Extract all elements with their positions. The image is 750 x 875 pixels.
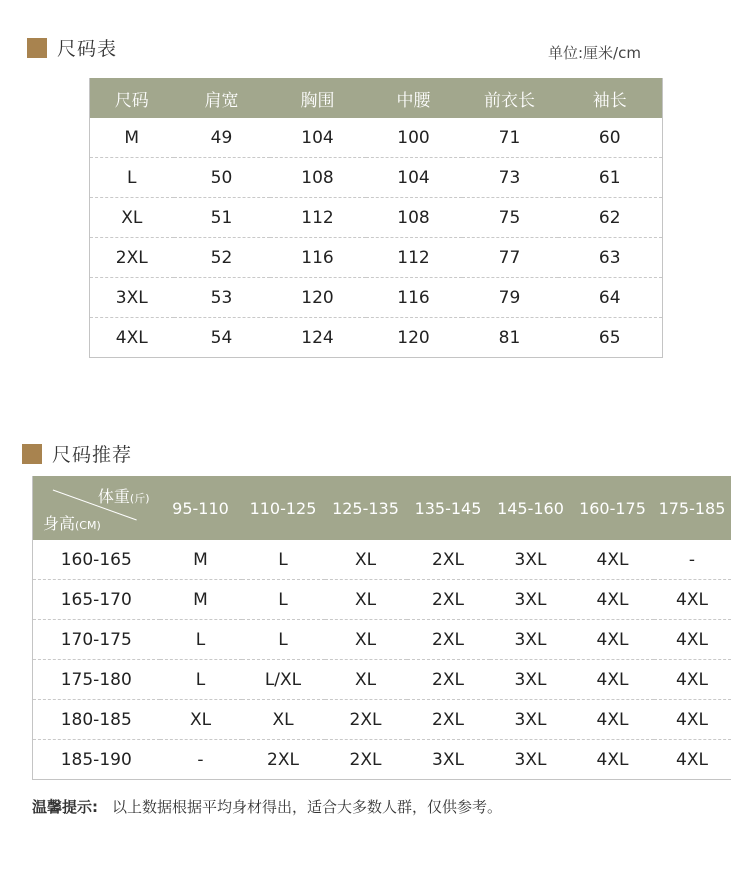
size-cell: XL <box>325 620 407 660</box>
table-cell: 61 <box>558 158 663 198</box>
size-cell: M <box>160 580 242 620</box>
size-cell: 4XL <box>572 660 654 700</box>
size-cell: M <box>193 549 208 570</box>
column-header: 袖长 <box>558 78 663 118</box>
table-row <box>90 238 663 278</box>
table-row <box>90 318 663 358</box>
size-cell: 4XL <box>596 549 629 570</box>
column-header: 胸围 <box>270 78 366 118</box>
weight-range-header: 110-125 <box>242 476 325 540</box>
table-row <box>90 198 663 238</box>
table-cell: 53 <box>174 278 270 318</box>
recommend-heading <box>22 440 132 467</box>
size-cell: XL <box>242 700 325 740</box>
size-cell: L <box>242 580 325 620</box>
table-cell: 3XL <box>90 278 174 318</box>
table-cell: 71 <box>498 127 521 148</box>
column-header: 前衣长 <box>462 78 558 118</box>
weight-range-header: 95-110 <box>160 476 242 540</box>
table-cell: 62 <box>558 198 663 238</box>
size-cell: XL <box>325 660 407 700</box>
tip-text: 以上数据根据平均身材得出，适合大多数人群，仅供参考。 <box>112 798 503 816</box>
table-cell: L <box>90 158 174 198</box>
table-cell: 104 <box>301 127 334 148</box>
table-cell: 60 <box>598 127 621 148</box>
table-cell: 54 <box>174 318 270 358</box>
heading-square-icon <box>22 444 42 464</box>
size-chart-heading <box>27 34 117 61</box>
size-cell: 3XL <box>490 580 572 620</box>
size-cell: 2XL <box>432 549 464 570</box>
size-chart-table <box>89 78 663 358</box>
size-cell: 4XL <box>572 580 654 620</box>
column-header: 中腰 <box>366 78 462 118</box>
table-cell: 112 <box>270 198 366 238</box>
corner-cell <box>33 476 160 540</box>
size-cell: L <box>242 620 325 660</box>
tip-label: 温馨提示: <box>32 798 98 816</box>
table-cell: 116 <box>366 278 462 318</box>
table-cell: 77 <box>462 238 558 278</box>
table-cell: 4XL <box>90 318 174 358</box>
table-cell: 49 <box>210 127 233 148</box>
table-row <box>90 118 663 158</box>
table-cell: 104 <box>366 158 462 198</box>
recommend-header-row <box>33 476 731 540</box>
size-cell: XL <box>160 700 242 740</box>
weight-range-header: 125-135 <box>325 476 407 540</box>
table-cell: 79 <box>462 278 558 318</box>
height-range-cell: 180-185 <box>33 700 160 740</box>
weight-range-header: 160-175 <box>572 476 654 540</box>
table-cell: 64 <box>558 278 663 318</box>
size-cell: L <box>160 660 242 700</box>
size-cell: XL <box>325 580 407 620</box>
size-recommend-table <box>32 476 731 780</box>
size-cell: 3XL <box>490 660 572 700</box>
table-row <box>33 580 731 620</box>
size-cell: 4XL <box>654 620 731 660</box>
size-cell: - <box>160 740 242 780</box>
size-cell: 4XL <box>654 700 731 740</box>
height-range-cell: 160-165 <box>60 549 132 570</box>
table-cell: 51 <box>174 198 270 238</box>
size-cell: 2XL <box>407 620 490 660</box>
size-cell: 2XL <box>407 660 490 700</box>
table-cell: 120 <box>366 318 462 358</box>
table-cell: 124 <box>270 318 366 358</box>
tip-note <box>32 796 502 817</box>
table-cell: 112 <box>366 238 462 278</box>
table-row <box>33 660 731 700</box>
height-range-cell: 175-180 <box>33 660 160 700</box>
size-cell: 4XL <box>654 740 731 780</box>
size-cell: 2XL <box>242 740 325 780</box>
height-range-cell: 185-190 <box>33 740 160 780</box>
size-cell: 4XL <box>654 580 731 620</box>
column-header: 尺码 <box>90 78 174 118</box>
table-cell: M <box>124 127 140 148</box>
table-cell: 108 <box>270 158 366 198</box>
table-cell: 50 <box>174 158 270 198</box>
size-cell: 2XL <box>325 740 407 780</box>
size-cell: 4XL <box>654 660 731 700</box>
heading-square-icon <box>27 38 47 58</box>
size-cell: 3XL <box>407 740 490 780</box>
size-cell: 4XL <box>572 620 654 660</box>
size-cell: 4XL <box>572 740 654 780</box>
table-row <box>90 278 663 318</box>
size-cell: 2XL <box>407 700 490 740</box>
size-cell: 2XL <box>325 700 407 740</box>
height-range-cell: 165-170 <box>33 580 160 620</box>
table-cell: 2XL <box>90 238 174 278</box>
table-row <box>33 700 731 740</box>
weight-range-header: 175-185 <box>654 476 731 540</box>
size-cell: XL <box>354 549 377 570</box>
size-cell: 4XL <box>572 700 654 740</box>
height-range-cell: 170-175 <box>33 620 160 660</box>
size-chart-title: 尺码表 <box>57 38 118 60</box>
size-cell: 3XL <box>490 700 572 740</box>
weight-range-header: 135-145 <box>407 476 490 540</box>
recommend-title: 尺码推荐 <box>52 444 133 466</box>
table-cell: 108 <box>366 198 462 238</box>
table-cell: XL <box>90 198 174 238</box>
size-cell: L <box>278 549 288 570</box>
corner-weight-unit: (斤) <box>129 492 150 505</box>
column-header: 肩宽 <box>174 78 270 118</box>
table-row <box>33 740 731 780</box>
size-cell: L/XL <box>242 660 325 700</box>
size-cell: - <box>688 549 696 570</box>
size-cell: 3XL <box>490 620 572 660</box>
table-row <box>33 540 731 580</box>
size-cell: L <box>160 620 242 660</box>
size-chart-header-row <box>90 78 663 118</box>
table-row <box>33 620 731 660</box>
table-cell: 75 <box>462 198 558 238</box>
table-cell: 120 <box>270 278 366 318</box>
size-cell: 2XL <box>407 580 490 620</box>
table-cell: 65 <box>558 318 663 358</box>
size-cell: 3XL <box>514 549 547 570</box>
table-cell: 73 <box>462 158 558 198</box>
table-row <box>90 158 663 198</box>
table-cell: 100 <box>397 127 430 148</box>
corner-weight-label: 体重 <box>97 487 130 506</box>
table-cell: 63 <box>558 238 663 278</box>
table-cell: 116 <box>270 238 366 278</box>
corner-weight <box>98 484 150 507</box>
size-cell: 3XL <box>490 740 572 780</box>
corner-height-unit: (CM) <box>75 519 101 532</box>
weight-range-header: 145-160 <box>490 476 572 540</box>
corner-height <box>43 511 101 534</box>
unit-label: 单位:厘米/cm <box>548 44 641 62</box>
corner-height-label: 身高 <box>43 514 76 533</box>
table-cell: 52 <box>174 238 270 278</box>
table-cell: 81 <box>462 318 558 358</box>
